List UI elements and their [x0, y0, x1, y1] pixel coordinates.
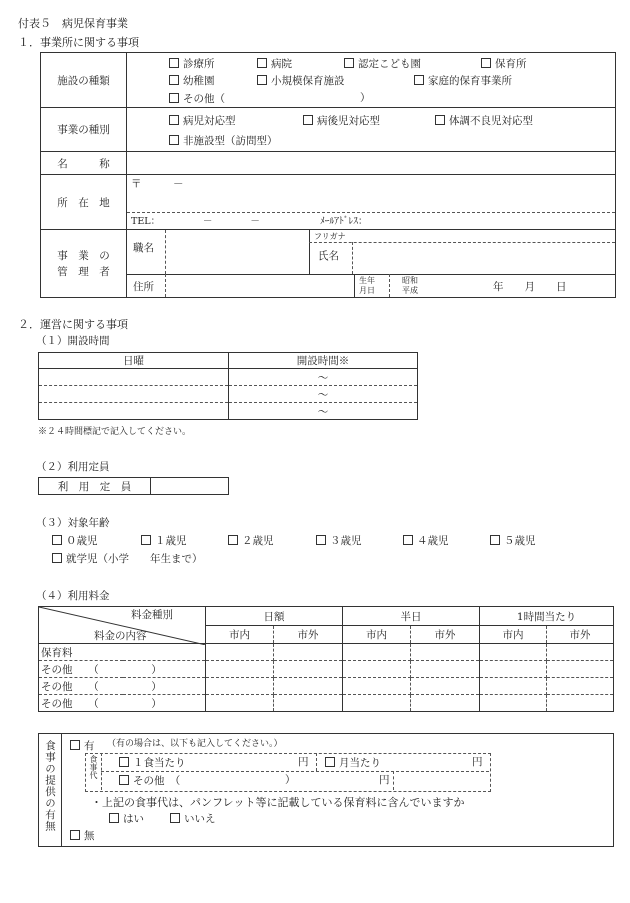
address-label: 所 在 地: [41, 175, 127, 230]
fee-cell[interactable]: [343, 678, 411, 695]
postal-code[interactable]: 〒 －: [131, 178, 184, 190]
fee-group-hourly: 1時間当たり: [480, 607, 614, 626]
age-school[interactable]: 就学児（小学 年生まで）: [52, 553, 203, 565]
checkbox[interactable]: [414, 75, 424, 85]
other-meal-yen: 円: [379, 774, 390, 786]
checkbox[interactable]: [52, 553, 62, 563]
age-5[interactable]: ５歳児: [490, 535, 536, 547]
checkbox[interactable]: [481, 58, 491, 68]
capacity-label: 利 用 定 員: [39, 478, 151, 495]
other-close-paren: ）: [360, 92, 371, 104]
other-meal-close: ）: [285, 774, 296, 786]
hours-col-day: 日曜: [39, 353, 229, 369]
fees-title: （４）利用料金: [36, 590, 110, 602]
fee-cell[interactable]: [274, 695, 343, 712]
per-month-yen: 円: [472, 756, 483, 768]
fee-cell[interactable]: [411, 695, 480, 712]
fee-group-halfday: 半日: [343, 607, 480, 626]
page-title: 付表５ 病児保育事業: [18, 17, 128, 30]
checkbox[interactable]: [169, 58, 179, 68]
email-field[interactable]: ﾒｰﾙｱﾄﾞﾚｽ：: [320, 216, 368, 227]
age-4[interactable]: ４歳児: [403, 535, 449, 547]
fee-cell[interactable]: [547, 695, 614, 712]
per-meal-yen: 円: [298, 756, 309, 768]
fee-cell[interactable]: [411, 678, 480, 695]
per-meal-option[interactable]: １食当たり: [119, 757, 186, 769]
fee-row: [39, 678, 614, 695]
era-showa[interactable]: 昭和: [402, 276, 418, 285]
checkbox[interactable]: [119, 775, 129, 785]
opt-nursery[interactable]: 保育所: [481, 58, 527, 70]
hours-time-cell[interactable]: ～: [229, 369, 418, 386]
fee-row-label: その他 （ ）: [39, 661, 206, 678]
opt-sick-child[interactable]: 病児対応型: [169, 115, 236, 127]
fee-row: [39, 644, 614, 661]
hours-day-cell[interactable]: [39, 386, 229, 403]
capacity-field[interactable]: [151, 478, 229, 495]
fees-diag-top: 料金種別: [131, 609, 173, 621]
fee-cell[interactable]: [206, 678, 274, 695]
fee-group-daily: 日額: [206, 607, 343, 626]
fee-sub-out: 市外: [547, 626, 614, 644]
birth-label-1: 生年: [359, 276, 375, 285]
checkbox[interactable]: [169, 135, 179, 145]
opt-clinic[interactable]: 診療所: [169, 58, 215, 70]
fee-row: [39, 661, 614, 678]
meals-question: ・上記の食事代は、パンフレット等に記載している保育料に含んでいますか: [91, 796, 465, 809]
fee-cell[interactable]: [480, 678, 547, 695]
answer-yes[interactable]: はい: [109, 813, 144, 825]
checkbox[interactable]: [52, 535, 62, 545]
opt-unwell-child[interactable]: 体調不良児対応型: [435, 115, 533, 127]
fee-cell[interactable]: [411, 644, 480, 661]
meal-cost-label: 食事代: [89, 755, 98, 779]
checkbox[interactable]: [316, 535, 326, 545]
capacity-title: （２）利用定員: [36, 461, 110, 473]
fee-row-label: その他 （ ）: [39, 678, 206, 695]
hours-table: [38, 352, 418, 420]
opt-small-nursery[interactable]: 小規模保育施設: [257, 75, 345, 87]
fee-cell[interactable]: [274, 678, 343, 695]
opt-other[interactable]: その他（: [169, 93, 225, 105]
checkbox[interactable]: [490, 535, 500, 545]
business-type-label: 事業の種別: [41, 108, 127, 152]
fees-table: [38, 606, 614, 712]
checkbox[interactable]: [257, 75, 267, 85]
age-1[interactable]: １歳児: [141, 535, 187, 547]
era-heisei[interactable]: 平成: [402, 286, 418, 295]
hours-time-cell[interactable]: ～: [229, 403, 418, 420]
meals-yes[interactable]: 有: [70, 740, 95, 752]
fee-cell[interactable]: [343, 644, 411, 661]
opt-visiting[interactable]: 非施設型（訪問型）: [169, 135, 278, 147]
opt-kindergarten[interactable]: 幼稚園: [169, 75, 215, 87]
hours-col-time: 開設時間※: [229, 353, 418, 369]
checkbox[interactable]: [109, 813, 119, 823]
opt-hospital[interactable]: 病院: [257, 58, 292, 70]
name-label2: 氏名: [318, 250, 339, 262]
age-2[interactable]: ２歳児: [228, 535, 274, 547]
fee-sub-out: 市外: [274, 626, 343, 644]
manager-label-2: 管 理 者: [57, 265, 110, 278]
fee-cell[interactable]: [547, 678, 614, 695]
residence-label: 住所: [133, 281, 154, 293]
hours-note: ※２４時間標記で記入してください。: [38, 427, 192, 437]
facility-table: [40, 52, 616, 298]
hours-day-cell[interactable]: [39, 403, 229, 420]
fee-cell[interactable]: [480, 644, 547, 661]
checkbox[interactable]: [435, 115, 445, 125]
fee-cell[interactable]: [274, 661, 343, 678]
fee-cell[interactable]: [206, 695, 274, 712]
opt-home-nursery[interactable]: 家庭的保育事業所: [414, 75, 512, 87]
title-label: 職名: [133, 242, 154, 254]
checkbox[interactable]: [303, 115, 313, 125]
fee-cell[interactable]: [343, 695, 411, 712]
meals-box: [38, 733, 614, 847]
fee-cell[interactable]: [274, 644, 343, 661]
section2-title: ２．運営に関する事項: [18, 318, 128, 331]
fees-diag-bottom: 料金の内容: [94, 630, 147, 642]
facility-type-label: 施設の種類: [41, 53, 127, 108]
age-0[interactable]: ０歳児: [52, 535, 98, 547]
name-field[interactable]: [127, 152, 616, 175]
name-label: 名 称: [41, 152, 127, 175]
checkbox[interactable]: [70, 830, 80, 840]
checkbox[interactable]: [403, 535, 413, 545]
checkbox[interactable]: [344, 58, 354, 68]
answer-no[interactable]: いいえ: [170, 813, 216, 825]
checkbox[interactable]: [141, 535, 151, 545]
checkbox[interactable]: [170, 813, 180, 823]
birth-label-2: 月日: [359, 286, 375, 295]
tel-field[interactable]: TEL： － －: [131, 216, 260, 227]
checkbox[interactable]: [325, 757, 335, 767]
fee-sub-in: 市内: [480, 626, 547, 644]
fee-cell[interactable]: [206, 644, 274, 661]
section1-title: １．事業所に関する事項: [18, 36, 139, 49]
fee-cell[interactable]: [480, 695, 547, 712]
fee-sub-in: 市内: [206, 626, 274, 644]
fee-row-label: 保育料: [39, 644, 206, 661]
furigana-label: フリガナ: [314, 232, 346, 241]
other-meal-option[interactable]: その他 （: [119, 775, 180, 787]
checkbox[interactable]: [169, 115, 179, 125]
checkbox[interactable]: [70, 740, 80, 750]
capacity-table: [38, 477, 229, 495]
fee-cell[interactable]: [547, 661, 614, 678]
meals-yes-note: （有の場合は、以下も記入してください。）: [107, 739, 283, 749]
hours-time-cell[interactable]: ～: [229, 386, 418, 403]
fee-cell[interactable]: [480, 661, 547, 678]
meals-no[interactable]: 無: [70, 830, 95, 842]
fee-cell[interactable]: [547, 644, 614, 661]
fee-sub-out: 市外: [411, 626, 480, 644]
opt-recovering-child[interactable]: 病後児対応型: [303, 115, 380, 127]
checkbox[interactable]: [119, 757, 129, 767]
fee-cell[interactable]: [411, 661, 480, 678]
hours-title: （１）開設時間: [36, 335, 110, 347]
checkbox[interactable]: [228, 535, 238, 545]
hours-day-cell[interactable]: [39, 369, 229, 386]
checkbox[interactable]: [169, 75, 179, 85]
birth-date: 年 月 日: [493, 281, 567, 293]
checkbox[interactable]: [169, 93, 179, 103]
ages-title: （３）対象年齢: [36, 517, 110, 529]
meals-side-label: 食事の提供の有無: [44, 740, 56, 832]
fee-row-label: その他 （ ）: [39, 695, 206, 712]
checkbox[interactable]: [257, 58, 267, 68]
fee-sub-in: 市内: [343, 626, 411, 644]
per-month-option[interactable]: 月当たり: [325, 757, 381, 769]
fee-cell[interactable]: [343, 661, 411, 678]
fee-cell[interactable]: [206, 661, 274, 678]
manager-label-1: 事 業 の: [57, 249, 110, 262]
fee-row: [39, 695, 614, 712]
opt-kodomoen[interactable]: 認定こども園: [344, 58, 421, 70]
age-3[interactable]: ３歳児: [316, 535, 362, 547]
